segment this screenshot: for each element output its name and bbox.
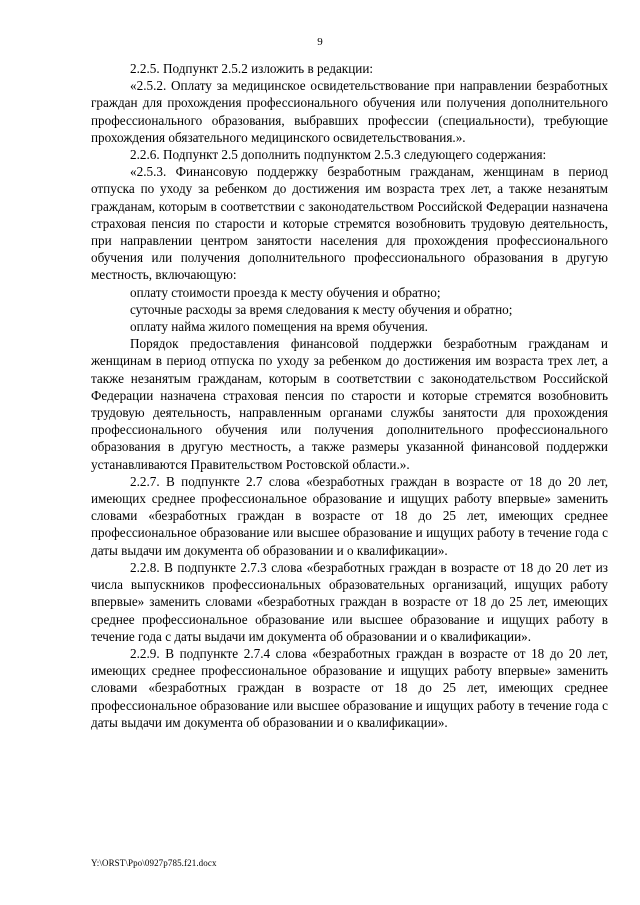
paragraph-2-5-3-text: «2.5.3. Финансовую поддержку безработным гражданам, женщинам в период отпуска по уходу за ребенком до достижения им возраста трех лет, а также незанятым гражданам, которым в соответствии с законодательством Российской Федерации назначена страховая пенсия по старости и которые стремятся возобновить трудовую деятельность, при направлении центром занятости населения для прохождения профессионального обучения или получения дополнительного профессионального образования в другую местность, включающую: bbox=[91, 164, 608, 283]
paragraph-support-procedure: Порядок предоставления финансовой поддержки безработным гражданам и женщинам в период отпуска по уходу за ребенком до достижения им возраста трех лет, а также незанятым гражданам, которым в соответствии с законодательством Российской Федерации назначена страховая пенсия по старости и которые стремятся возобновить трудовую деятельность, направленным органами службы занятости для прохождения профессионального обучения или получения дополнительного профессионального образования в другую местность, а также размеры указанной финансовой поддержки устанавливаются Правительством Ростовской области.». bbox=[91, 336, 608, 472]
list-item-daily-expenses: суточные расходы за время следования к месту обучения и обратно; bbox=[130, 301, 513, 317]
paragraph-2-2-9: 2.2.9. В подпункте 2.7.4 слова «безработных граждан в возрасте от 18 до 20 лет, имеющих среднее профессиональное образование и ищущих работу впервые» заменить словами «безработных граждан в возрасте от 18 до 25 лет, имеющих среднее профессиональное образование или высшее образование и ищущих работу в течение года с даты выдачи им документа об образовании и о квалификации». bbox=[91, 645, 608, 730]
footer-file-path: Y:\ORST\Ppo\0927p785.f21.docx bbox=[91, 858, 217, 868]
paragraph-2-2-7: 2.2.7. В подпункте 2.7 слова «безработных граждан в возрасте от 18 до 20 лет, имеющих среднее профессиональное образование и ищущих работу впервые» заменить словами «безработных граждан в возрасте от 18 до 25 лет, имеющих среднее профессиональное образование или высшее образование и ищущих работу в течение года с даты выдачи им документа об образовании и о квалификации». bbox=[91, 473, 608, 558]
list-item-travel: оплату стоимости проезда к месту обучения и обратно; bbox=[130, 284, 441, 300]
paragraph-2-2-5: 2.2.5. Подпункт 2.5.2 изложить в редакции: bbox=[130, 61, 374, 76]
paragraph-2-2-6: 2.2.6. Подпункт 2.5 дополнить подпунктом 2.5.3 следующего содержания: bbox=[130, 147, 547, 163]
page-number: 9 bbox=[317, 36, 323, 48]
paragraph-2-5-2-text: «2.5.2. Оплату за медицинское освидетельствование при направлении безработных граждан для прохождения профессионального обучения или получения дополнительного профессионального образования, выбравших профессии (специальности), требующие прохождения обязательного медицинского освидетельствования.». bbox=[91, 78, 608, 145]
list-item-housing: оплату найма жилого помещения на время обучения. bbox=[130, 319, 428, 335]
document-body bbox=[91, 60, 608, 731]
paragraph-2-2-8: 2.2.8. В подпункте 2.7.3 слова «безработных граждан в возрасте от 18 до 20 лет из числа выпускников профессиональных образовательных организаций, ищущих работу впервые» заменить словами «безработных граждан в возрасте от 18 до 25 лет, имеющих среднее профессиональное образование или высшее образование и ищущих работу в течение года с даты выдачи им документа об образовании и о квалификации». bbox=[91, 559, 608, 644]
